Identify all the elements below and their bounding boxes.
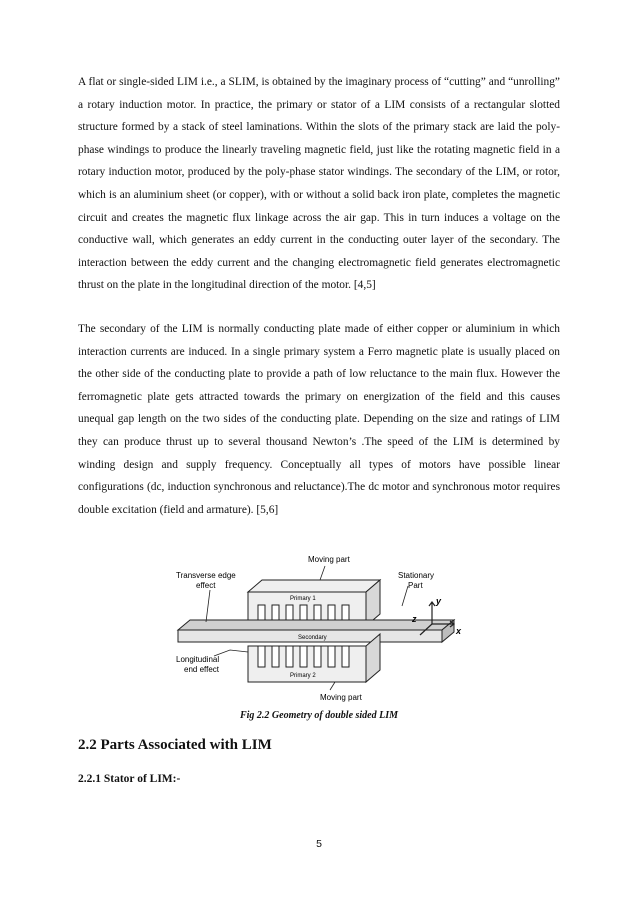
longitudinal-end-label-2: end effect — [184, 665, 219, 674]
transverse-edge-label-2: effect — [196, 581, 216, 590]
stationary-part-label: Stationary — [398, 571, 435, 580]
axis-x-label: x — [456, 626, 462, 636]
body-paragraph-1: A flat or single-sided LIM i.e., a SLIM, is obtained by the imaginary process of “cutting” and “unrolling” a rotary induction motor. In practice, the primary or stator of a LIM consists of a rectangular slotted structure formed by a stack of steel laminations. Within the slots of the primary stack are laid the poly-phase windings to produce the linearly traveling magnetic field, just like the rotating magnetic field in a rotary induction motor, produced by the poly-phase stator windings. The secondary of the LIM, or rotor, which is an aluminium sheet (or copper), with or without a solid back iron plate, completes the magnetic circuit and creates the magnetic flux linkage across the air gap. This in turn induces a voltage on the conductive wall, which generates an eddy current in the conducting outer layer of the secondary. The interaction between the eddy current and the changing electromagnetic field generates electromagnetic thrust on the plate in the longitudinal direction of the motor. [4,5] — [78, 76, 560, 292]
moving-part-bottom-label: Moving part — [320, 693, 362, 702]
lim-geometry-figure — [170, 550, 480, 705]
axis-y-label: y — [436, 596, 442, 606]
longitudinal-end-label: Longitudinal — [176, 655, 220, 664]
primary-1-label: Primary 1 — [290, 596, 316, 602]
secondary-label: Secondary — [298, 635, 327, 641]
page-number: 5 — [316, 838, 322, 850]
primary-2-label: Primary 2 — [290, 673, 316, 679]
body-paragraph-2: The secondary of the LIM is normally conducting plate made of either copper or aluminium in which interaction currents are induced. In a single primary system a Ferro magnetic plate is usually placed on the other side of the conducting plate to provide a path of low reluctance to the main flux. However the ferromagnetic plate gets attracted towards the primary on energization of the field and this causes unequal gap length on the two sides of the conducting plate. Depending on the size and ratings of LIM they can produce thrust up to several thousand Newton’s .The speed of the LIM is determined by winding design and supply frequency. Conceptually all types of motors have possible linear configurations (dc, induction synchronous and reluctance).The dc motor and synchronous motor requires double excitation (field and armature). [5,6] — [78, 323, 560, 516]
axis-z-label: z — [412, 614, 417, 624]
figure-caption: Fig 2.2 Geometry of double sided LIM — [239, 710, 399, 721]
subsection-heading: 2.2.1 Stator of LIM:- — [78, 773, 181, 785]
stationary-part-label-2: Part — [408, 581, 423, 590]
moving-part-top-label: Moving part — [308, 555, 350, 564]
primary-1-block — [248, 580, 380, 626]
transverse-edge-label: Transverse edge — [176, 571, 236, 580]
section-heading: 2.2 Parts Associated with LIM — [78, 737, 272, 753]
